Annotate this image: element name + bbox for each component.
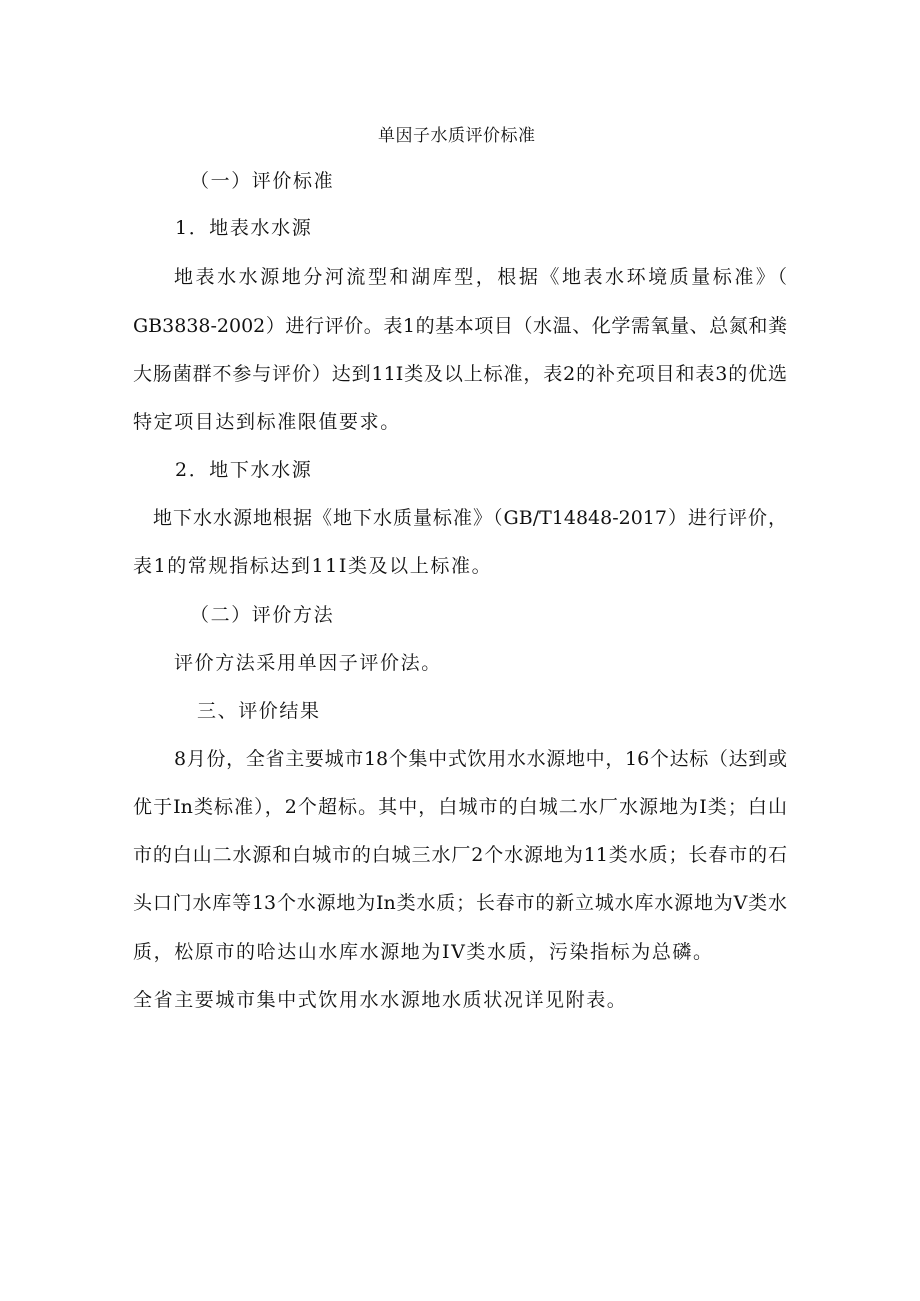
section-heading-evaluation-method: （二）评价方法 <box>190 604 335 626</box>
section-heading-evaluation-standard: （一）评价标准 <box>190 170 335 192</box>
paragraph-groundwater-line-2: 表1的常规指标达到11I类及以上标准。 <box>133 555 493 577</box>
subheading-groundwater: 2．地下水水源 <box>175 459 313 481</box>
document-title: 单因子水质评价标准 <box>378 126 536 146</box>
paragraph-groundwater-line-1: 地下水水源地根据《地下水质量标准》（GB/T14848-2017）进行评价， <box>153 507 787 529</box>
paragraph-results-line-4: 头口门水库等13个水源地为In类水质；长春市的新立城水库水源地为V类水 <box>133 892 787 914</box>
paragraph-surface-water-line-2: GB3838-2002）进行评价。表1的基本项目（水温、化学需氧量、总氮和粪 <box>133 315 787 337</box>
paragraph-appendix-note: 全省主要城市集中式饮用水水源地水质状况详见附表。 <box>133 989 628 1011</box>
paragraph-surface-water-line-3: 大肠菌群不参与评价）达到11I类及以上标准，表2的补充项目和表3的优选 <box>133 363 787 385</box>
subheading-surface-water: 1．地表水水源 <box>175 217 313 239</box>
paragraph-evaluation-method: 评价方法采用单因子评价法。 <box>174 652 442 674</box>
paragraph-results-line-5: 质，松原市的哈达山水库水源地为IV类水质，污染指标为总磷。 <box>133 941 714 963</box>
paragraph-results-line-3: 市的白山二水源和白城市的白城三水厂2个水源地为11类水质；长春市的石 <box>133 844 787 866</box>
section-heading-evaluation-results: 三、评价结果 <box>197 700 321 722</box>
paragraph-results-line-1: 8月份，全省主要城市18个集中式饮用水水源地中，16个达标（达到或 <box>174 748 787 770</box>
paragraph-surface-water-line-4: 特定项目达到标准限值要求。 <box>133 411 401 433</box>
paragraph-results-line-2: 优于In类标准），2个超标。其中，白城市的白城二水厂水源地为I类；白山 <box>133 796 787 818</box>
paragraph-surface-water-line-1: 地表水水源地分河流型和湖库型，根据《地表水环境质量标准》（ <box>174 266 787 288</box>
